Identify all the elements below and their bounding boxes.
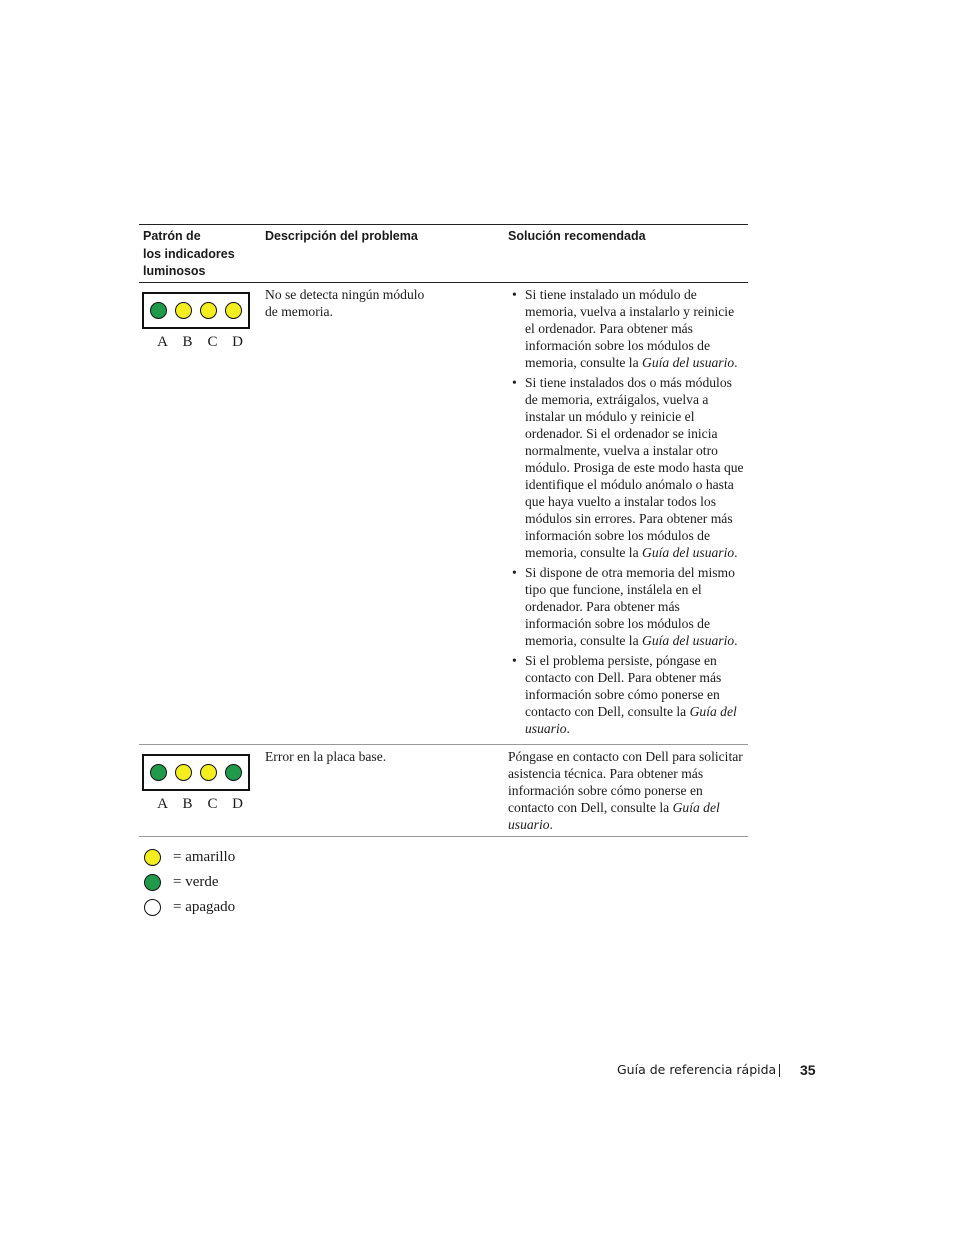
led-label-a: A — [157, 334, 168, 350]
problem-description: Error en la placa base. — [265, 749, 387, 764]
list-item: • Si el problema persiste, póngase en contacto con Dell. Para obtener más información sobre cómo ponerse en contacto con Dell, consulte la Guía del usuario. — [508, 652, 748, 737]
led-legend — [144, 845, 235, 920]
table-header-row — [139, 225, 748, 283]
yellow-led-icon — [144, 849, 161, 866]
light-pattern-panel — [142, 754, 250, 791]
footer-separator — [779, 1064, 780, 1077]
header-pattern: Patrón de los indicadores luminosos — [143, 229, 235, 278]
led-d-icon — [225, 764, 242, 781]
legend-item-off: = apagado — [144, 895, 235, 920]
led-label-b: B — [182, 334, 193, 350]
light-pattern-cell — [139, 283, 265, 745]
led-b-icon — [175, 764, 192, 781]
footer-title: Guía de referencia rápida — [617, 1062, 777, 1077]
header-solution: Solución recomendada — [508, 229, 646, 243]
list-item: • Si tiene instalados dos o más módulos de memoria, extráigalos, vuelva a instalar un módulo y reinicie el ordenador. Si el ordenador se inicia normalmente, vuelva a instalar otro módulo. Prosiga de este modo hasta que identifique el módulo anómalo o hasta que haya vuelto a instalar todos los módulos sin errores. Para obtener más información sobre los módulos de memoria, consulte la Guía del usuario. — [508, 374, 748, 561]
recommended-solution — [508, 283, 748, 745]
table-row — [139, 283, 748, 745]
led-label-d: D — [232, 796, 243, 812]
problem-description: No se detecta ningún módulo de memoria. — [265, 287, 425, 319]
table-row — [139, 745, 748, 837]
led-a-icon — [150, 764, 167, 781]
header-description: Descripción del problema — [265, 229, 418, 243]
led-label-c: C — [207, 334, 218, 350]
list-item: • Si tiene instalado un módulo de memoria, vuelva a instalarlo y reinicie el ordenador. Para obtener más información sobre los módulos de memoria, consulte la Guía del usuario. — [508, 286, 748, 371]
solution-list — [508, 286, 748, 737]
light-pattern-cell — [139, 745, 265, 837]
led-b-icon — [175, 302, 192, 319]
off-led-icon — [144, 899, 161, 916]
led-d-icon — [225, 302, 242, 319]
light-pattern-panel — [142, 292, 250, 329]
led-c-icon — [200, 302, 217, 319]
led-labels — [142, 334, 250, 351]
led-label-c: C — [207, 796, 218, 812]
recommended-solution: Póngase en contacto con Dell para solicitar asistencia técnica. Para obtener más información sobre cómo ponerse en contacto con Dell, consulte la Guía del usuario. — [508, 749, 743, 832]
led-labels — [142, 796, 250, 813]
legend-item-yellow: = amarillo — [144, 845, 235, 870]
page-number: 35 — [800, 1062, 816, 1078]
diagnostic-lights-table — [139, 224, 748, 837]
led-a-icon — [150, 302, 167, 319]
led-label-b: B — [182, 796, 193, 812]
led-label-d: D — [232, 334, 243, 350]
list-item: • Si dispone de otra memoria del mismo tipo que funcione, instálela en el ordenador. Para obtener más información sobre los módulos de memoria, consulte la Guía del usuario. — [508, 564, 748, 649]
led-label-a: A — [157, 796, 168, 812]
legend-item-green: = verde — [144, 870, 235, 895]
green-led-icon — [144, 874, 161, 891]
led-c-icon — [200, 764, 217, 781]
